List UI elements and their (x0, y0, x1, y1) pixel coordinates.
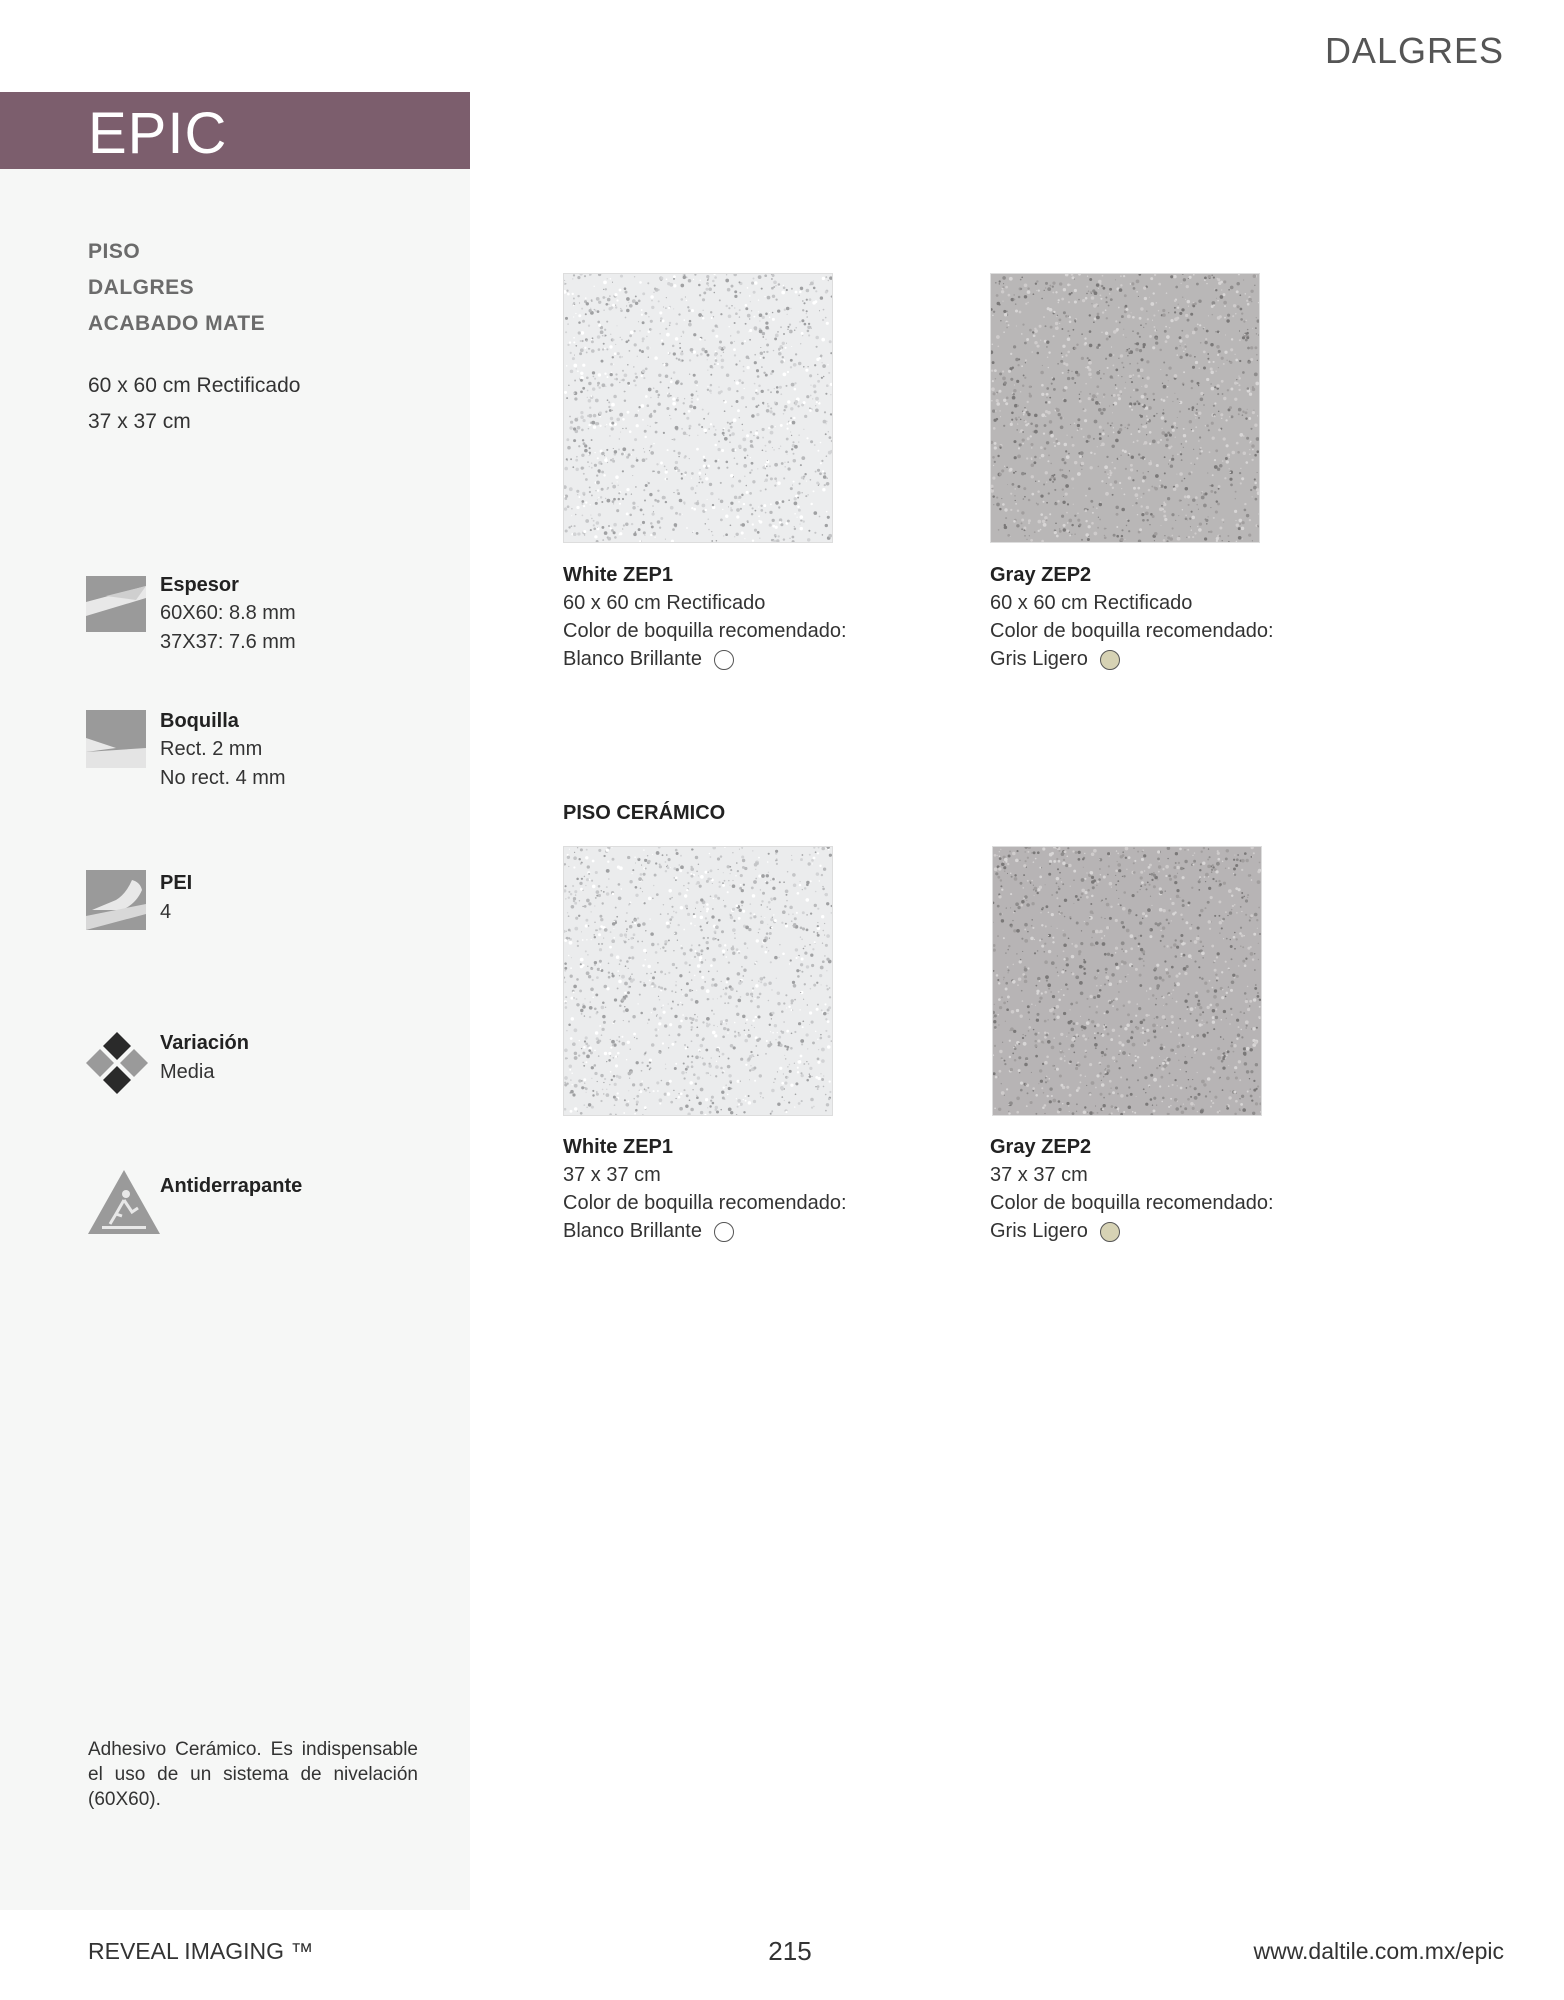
grout-swatch (714, 650, 734, 670)
brand-name: DALGRES (1324, 30, 1504, 71)
title-bar (0, 92, 470, 169)
feature-title-pei: PEI (160, 872, 193, 894)
grout-recommendation (563, 1220, 847, 1243)
product-name: Gray ZEP2 (990, 1136, 1092, 1158)
section-title: PISO CERÁMICO (563, 802, 726, 824)
product-caption (563, 564, 847, 671)
feature-value-espesor-2: 37X37: 7.6 mm (160, 631, 296, 653)
grout-label: Color de boquilla recomendado: (990, 620, 1274, 642)
variation-diamond-icon (86, 1032, 148, 1094)
feature-title-antiderrapante: Antiderrapante (160, 1175, 303, 1197)
feature-title-boquilla: Boquilla (160, 710, 239, 732)
product-caption (990, 1136, 1274, 1243)
product-caption (563, 1136, 847, 1243)
product-size: 60 x 60 cm Rectificado (563, 592, 766, 614)
feature-title-espesor: Espesor (160, 574, 239, 596)
product-size: 60 x 60 cm Rectificado (990, 592, 1193, 614)
grout-label: Color de boquilla recomendado: (990, 1192, 1274, 1214)
grout-joint-icon (86, 708, 148, 770)
footer-url[interactable]: www.daltile.com.mx/epic (1253, 1938, 1504, 1964)
product-name: White ZEP1 (563, 564, 674, 586)
grout-name: Gris Ligero (990, 1220, 1088, 1242)
feature-title-variacion: Variación (160, 1032, 249, 1054)
feature-value-espesor-1: 60X60: 8.8 mm (160, 602, 296, 624)
product-tile-image (992, 846, 1262, 1116)
pei-foot-icon (86, 870, 148, 932)
feature-value-variacion: Media (160, 1061, 215, 1083)
grout-name: Blanco Brillante (563, 1220, 702, 1242)
product-size: 37 x 37 cm (990, 1164, 1088, 1186)
feature-value-boquilla-2: No rect. 4 mm (160, 767, 286, 789)
feature-value-pei: 4 (160, 901, 172, 923)
feature-value-boquilla-1: Rect. 2 mm (160, 738, 263, 760)
grout-recommendation (990, 1220, 1274, 1243)
grout-recommendation (563, 648, 847, 671)
footer-brand: REVEAL IMAGING ™ (88, 1938, 314, 1964)
page-number: 215 (768, 1936, 812, 1966)
grout-recommendation (990, 648, 1274, 671)
thickness-icon (86, 572, 148, 634)
product-tile-image (563, 273, 833, 543)
grout-name: Blanco Brillante (563, 648, 702, 670)
product-tile-image (563, 846, 833, 1116)
product-tile-image (990, 273, 1260, 543)
size-small: 37 x 37 cm (88, 410, 191, 433)
installation-note: Adhesivo Cerámico. Es indispensable el uso de un sistema de nivelación (60X60). (88, 1739, 418, 1810)
grout-name: Gris Ligero (990, 648, 1088, 670)
spec-brand: DALGRES (88, 276, 195, 299)
product-size: 37 x 37 cm (563, 1164, 661, 1186)
size-large: 60 x 60 cm Rectificado (88, 374, 301, 397)
spec-finish: ACABADO MATE (88, 312, 266, 335)
product-name: White ZEP1 (563, 1136, 674, 1158)
slip-warning-icon (86, 1168, 162, 1236)
grout-swatch (1100, 1222, 1120, 1242)
product-caption (990, 564, 1274, 671)
page-title: EPIC (88, 101, 228, 166)
grout-swatch (714, 1222, 734, 1242)
product-name: Gray ZEP2 (990, 564, 1092, 586)
spec-type: PISO (88, 240, 141, 263)
grout-swatch (1100, 650, 1120, 670)
grout-label: Color de boquilla recomendado: (563, 620, 847, 642)
grout-label: Color de boquilla recomendado: (563, 1192, 847, 1214)
